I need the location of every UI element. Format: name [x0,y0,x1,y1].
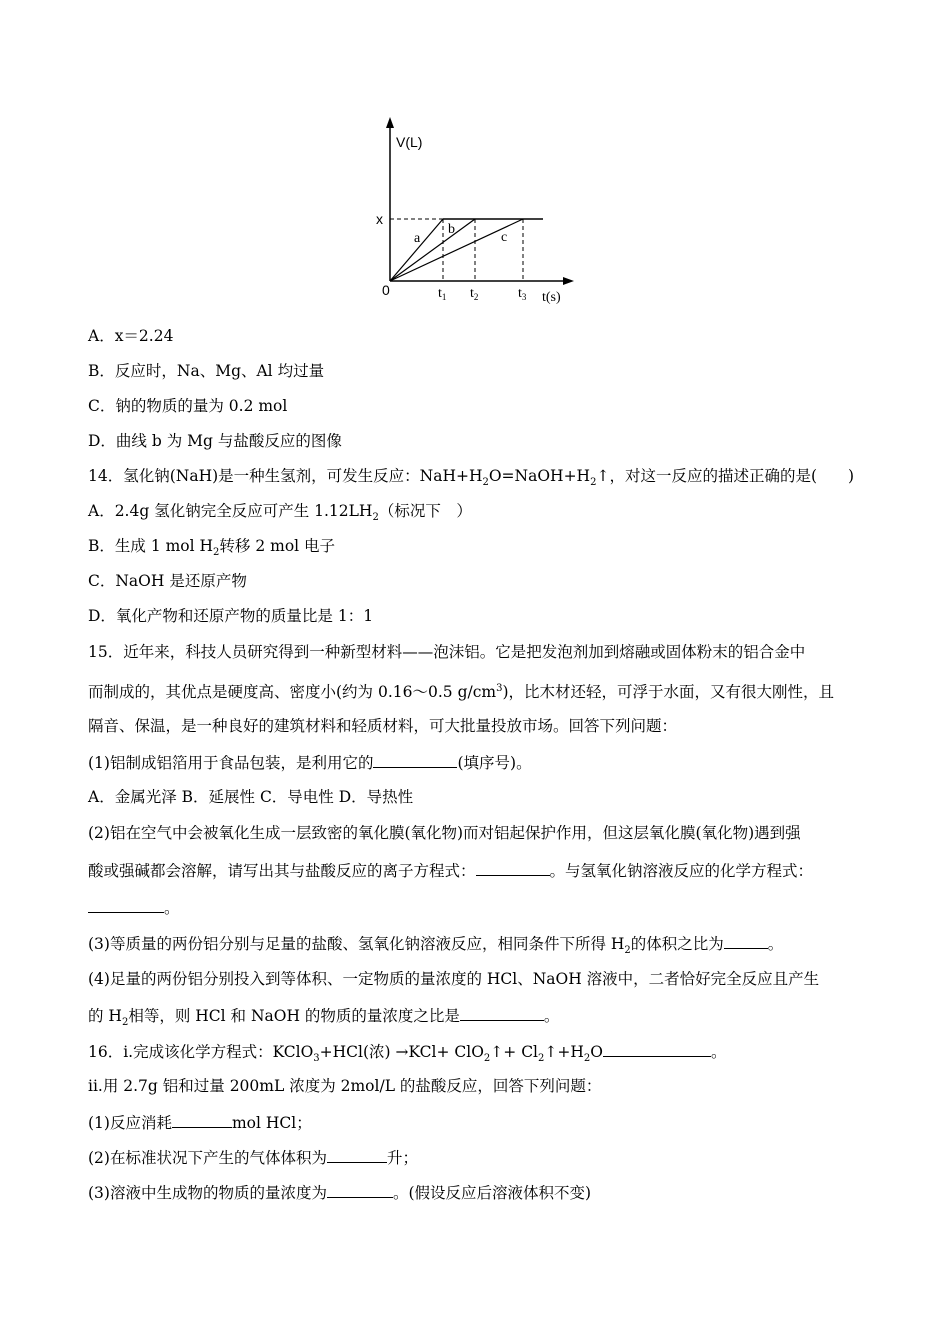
answer-blank[interactable] [476,859,550,876]
graph-svg [360,115,590,310]
q15-part2-line1: (2)铝在空气中会被氧化生成一层致密的氧化膜(氧化物)而对铝起保护作用，但这层氧化膜(氧化物)遇到强 [88,824,801,842]
q15-part2-line2: 酸或强碱都会溶解，请写出其与盐酸反应的离子方程式： 。与氢氧化钠溶液反应的化学方程式： [88,859,813,882]
curve-c-label: c [501,230,508,245]
answer-blank[interactable] [724,932,768,949]
y-axis-label: V(L) [396,134,423,150]
answer-blank[interactable] [88,896,164,913]
q14-stem: 14．氢化钠(NaH)是一种生氢剂，可发生反应：$NaH+H_2O=NaOH+H_2↑$，对这一反应的描述正确的是( ) [88,467,855,489]
x-axis-label: t(s) [542,290,561,305]
q15-stem-line3: 隔音、保温，是一种良好的建筑材料和轻质材料，可大批量投放市场。回答下列问题： [88,717,678,735]
q15-stem-line2: 而制成的，其优点是硬度高、密度小(约为 0.16～0.5 $g/cm^3$)，比木材还轻，可浮于水面，又有很大刚性，且 [88,683,835,702]
curve-a-label: a [414,231,421,246]
q16-part3: (3)溶液中生成物的物质的量浓度为 。(假设反应后溶液体积不变) [88,1181,591,1204]
answer-blank[interactable] [327,1146,387,1163]
answer-blank[interactable] [603,1040,711,1057]
answer-blank[interactable] [172,1111,232,1128]
q14-option-b: B．生成 1 mol $H_2$转移 2 mol 电子 [88,537,336,559]
answer-blank[interactable] [327,1181,393,1198]
curve-b [390,219,475,281]
q16-part2: (2)在标准状况下产生的气体体积为 升； [88,1146,418,1169]
q13-option-a: A．x＝2.24 [88,327,174,345]
q16-part-ii: ii.用 2.7g 铝和过量 200mL 浓度为 2mol/L 的盐酸反应，回答下列问题： [88,1077,602,1095]
answer-blank[interactable] [373,751,457,768]
y-level-label: x [376,211,383,227]
answer-blank[interactable] [460,1004,544,1021]
t1-label: $t_1$ [438,286,447,302]
q15-part3: (3)等质量的两份铝分别与足量的盐酸、氢氧化钠溶液反应，相同条件下所得 $H_2$的体积之比为 。 [88,932,783,962]
t3-label: $t_3$ [518,286,527,302]
volume-time-graph [360,115,590,310]
q16-part-i: 16．i.完成该化学方程式：KClO$_3$+HCl(浓) →KCl+ ClO$_2$↑+ $Cl_2↑+H_2O$ 。 [88,1040,727,1070]
t2-label: $t_2$ [470,286,479,302]
q15-part4-line1: (4)足量的两份铝分别投入到等体积、一定物质的量浓度的 HCl、NaOH 溶液中，二者恰好完全反应且产生 [88,970,820,988]
q15-part2-line3: 。 [88,896,180,919]
q13-option-c: C．钠的物质的量为 0.2 mol [88,397,288,415]
curve-a [390,219,443,281]
q15-part1: (1)铝制成铝箔用于食品包装，是利用它的 (填序号)。 [88,751,532,774]
q15-stem-line1: 15．近年来，科技人员研究得到一种新型材料——泡沫铝。它是把发泡剂加到熔融或固体粉末的铝合金中 [88,643,806,661]
q15-part1-options: A．金属光泽 B．延展性 C．导电性 D．导热性 [88,788,414,806]
q16-part1: (1)反应消耗 mol HCl； [88,1111,312,1134]
curve-c [390,219,523,281]
q14-option-c: C．NaOH 是还原产物 [88,572,247,590]
y-axis-arrow [386,117,394,128]
origin-label: 0 [382,282,390,298]
q13-option-b: B．反应时，Na、Mg、Al 均过量 [88,362,325,380]
curve-b-label: b [448,222,455,237]
q15-part4-line2: 的 $H_2$相等，则 HCl 和 NaOH 的物质的量浓度之比是 。 [88,1004,559,1034]
q13-option-d: D．曲线 b 为 Mg 与盐酸反应的图像 [88,432,342,450]
q14-option-a: A．2.4g 氢化钠完全反应可产生 $1.12LH_2$（标况下 ） [88,502,472,524]
q14-option-d: D．氧化产物和还原产物的质量比是 1：1 [88,607,374,625]
x-axis-arrow [563,277,574,285]
